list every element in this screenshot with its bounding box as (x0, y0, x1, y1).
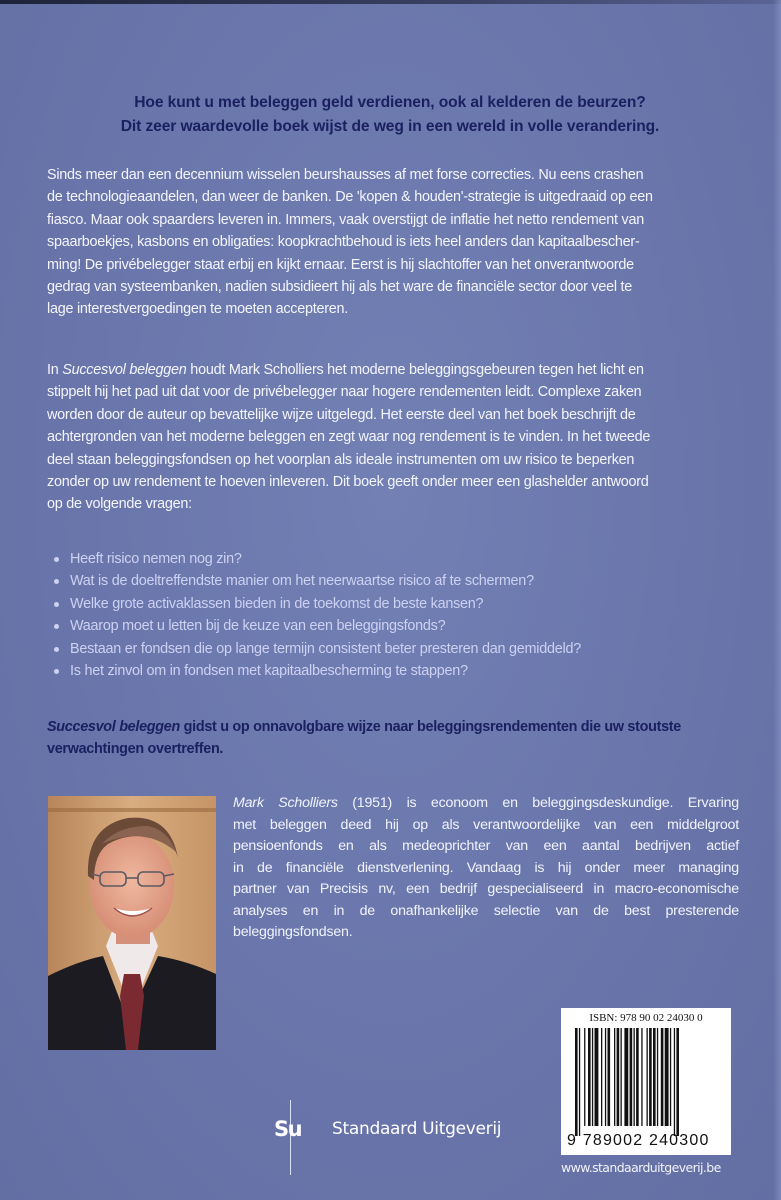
text-line: fiasco. Maar ook spaarders leveren in. Immers, vaak overstijgt de inflatie het netto rendement van (47, 211, 645, 228)
question-text: Waarop moet u letten bij de keuze van een beleggingsfonds? (70, 618, 446, 635)
question-item (52, 615, 732, 637)
text-line: stippelt hij het pad uit dat voor de privébelegger naar hogere rendementen leidt. Complexe zaken (47, 384, 642, 401)
headline-line: Dit zeer waardevolle boek wijst de weg in een wereld in volle verandering. (120, 118, 660, 135)
text-line: spaarboekjes, kasbons en obligaties: koopkrachtbehoud is iets heel anders dan kapitaalbescher- (47, 234, 640, 251)
barcode-bar (575, 1028, 578, 1136)
question-text: Welke grote activaklassen bieden in de toekomst de beste kansen? (70, 595, 484, 612)
text-line (233, 793, 739, 815)
bullet-icon (54, 602, 59, 607)
text-rest: gidst u op onnavolgbare wijze naar beleggingsrendementen die uw stoutste (179, 719, 682, 735)
text-rest: houdt Mark Scholliers het moderne beleggingsgebeuren tegen het licht en (186, 362, 644, 378)
text-line: de technologieaandelen, dan weer de banken. De 'kopen & houden'-strategie is uitgedraaid op een (47, 189, 653, 206)
bullet-icon (54, 557, 59, 562)
headline-line: Hoe kunt u met beleggen geld verdienen, ook al kelderen de beurzen? (134, 94, 646, 111)
book-title: Succesvol beleggen (47, 719, 180, 735)
barcode-bar (634, 1028, 635, 1126)
barcode-bar (670, 1028, 671, 1126)
text-line: partner van Precisis nv, een bedrijf gespecialiseerd in macro-economische (233, 881, 739, 897)
barcode-icon (573, 1028, 719, 1138)
bullet-icon (54, 647, 59, 652)
question-item (52, 548, 732, 570)
bullet-icon (54, 624, 59, 629)
text-line: lage interestvergoedingen te moeten accepteren. (47, 301, 349, 318)
barcode-bar (592, 1028, 593, 1126)
barcode-bar (588, 1028, 591, 1126)
question-item (52, 593, 732, 615)
barcode-bar (641, 1028, 642, 1126)
text-line: in de financiële dienstverlening. Vandaag is hij onder meer managing (233, 859, 739, 876)
text-line: worden door de auteur op bevattelijke wijze uitgelegd. Het eerste deel van het boek beschrijft de (47, 406, 636, 423)
barcode-bar (653, 1028, 656, 1126)
publisher-name: Standaard Uitgeverij (332, 1119, 502, 1139)
author-photo (48, 796, 216, 1050)
text-line: zonder op uw rendement te hoeven inleveren. Dit boek geeft onder meer een glashelder antwoord (47, 474, 649, 491)
barcode-bar (614, 1028, 615, 1126)
barcode-bar (595, 1028, 599, 1126)
question-item (52, 570, 732, 592)
question-text: Is het zinvol om in fondsen met kapitaalbescherming te stappen? (70, 663, 468, 680)
right-edge (773, 0, 781, 1200)
text-line: verwachtingen overtreffen. (47, 741, 224, 758)
barcode-bar (674, 1028, 675, 1136)
author-bio (233, 793, 739, 944)
book-title: Succesvol beleggen (62, 362, 187, 378)
author-name: Mark Scholliers (233, 795, 338, 811)
text-line: ming! De privébelegger staat erbij en kijkt ernaar. Eerst is hij slachtoffer van het onverantwoorde (47, 256, 634, 273)
text-line: analyses en in de onafhankelijke selectie van de best presterende (233, 902, 739, 919)
text-line: Sinds meer dan een decennium wisselen beurshausses af met forse correcties. Nu eens crashen (47, 167, 644, 183)
question-text: Heeft risico nemen nog zin? (70, 551, 242, 567)
bullet-icon (54, 579, 59, 584)
closing-statement (47, 716, 737, 761)
text-line: op de volgende vragen: (47, 496, 192, 513)
isbn-barcode (561, 1008, 731, 1155)
text-line (47, 716, 737, 738)
question-item (52, 638, 732, 660)
barcode-bar (608, 1028, 611, 1126)
intro-paragraph (47, 164, 737, 321)
barcode-bar (676, 1028, 679, 1136)
text-line (47, 359, 737, 381)
barcode-bar (661, 1028, 664, 1126)
text-line: gedrag van systeembanken, nadien subsidieert hij als het ware de financiële sector door veel te (47, 279, 633, 296)
barcode-bar (605, 1028, 606, 1126)
author-portrait (48, 796, 216, 1050)
barcode-bar (649, 1028, 652, 1126)
barcode-bar (665, 1028, 669, 1126)
isbn-label: ISBN: 978 90 02 24030 0 (589, 1012, 703, 1024)
bullet-icon (54, 669, 59, 674)
text-line: achtergronden van het moderne beleggen en zegt waar nog rendement is te vinden. In het tweede (47, 429, 651, 446)
text-line: deel staan beleggingsfondsen op het voorplan als ideale instrumenten om uw risico te beperken (47, 451, 635, 468)
text-rest: (1951) is econoom en beleggingsdeskundige. Ervaring (337, 795, 739, 811)
barcode-bar (617, 1028, 620, 1126)
top-edge (0, 0, 781, 4)
headline (60, 91, 720, 139)
barcode-digits: 9 789002 240300 (567, 1132, 710, 1149)
text-prefix: In (47, 362, 63, 378)
question-text: Bestaan er fondsen die op lange termijn consistent beter presteren dan gemiddeld? (70, 640, 581, 657)
barcode-bar (624, 1028, 628, 1126)
question-text: Wat is de doeltreffendste manier om het neerwaartse risico af te schermen? (70, 573, 534, 590)
barcode-bar (657, 1028, 658, 1126)
description-paragraph (47, 359, 737, 516)
text-line: beleggingsfondsen. (233, 924, 353, 940)
barcode-bar (621, 1028, 622, 1126)
barcode-bar (584, 1028, 585, 1126)
question-list (52, 548, 732, 682)
barcode-bar (601, 1028, 602, 1126)
publisher-website: www.standaarduitgeverij.be (561, 1160, 721, 1175)
text-line: pensioenfonds en als medeoprichter van een aantal bedrijven actief (233, 838, 739, 854)
barcode-bar (636, 1028, 639, 1126)
question-item (52, 660, 732, 682)
barcode-bar (630, 1028, 633, 1126)
barcode-bar (579, 1028, 580, 1136)
publisher-logo: Su (274, 1117, 302, 1141)
barcode-bar (647, 1028, 648, 1126)
text-line: met beleggen deed hij op als verantwoordelijke van een middelgroot (233, 816, 739, 833)
